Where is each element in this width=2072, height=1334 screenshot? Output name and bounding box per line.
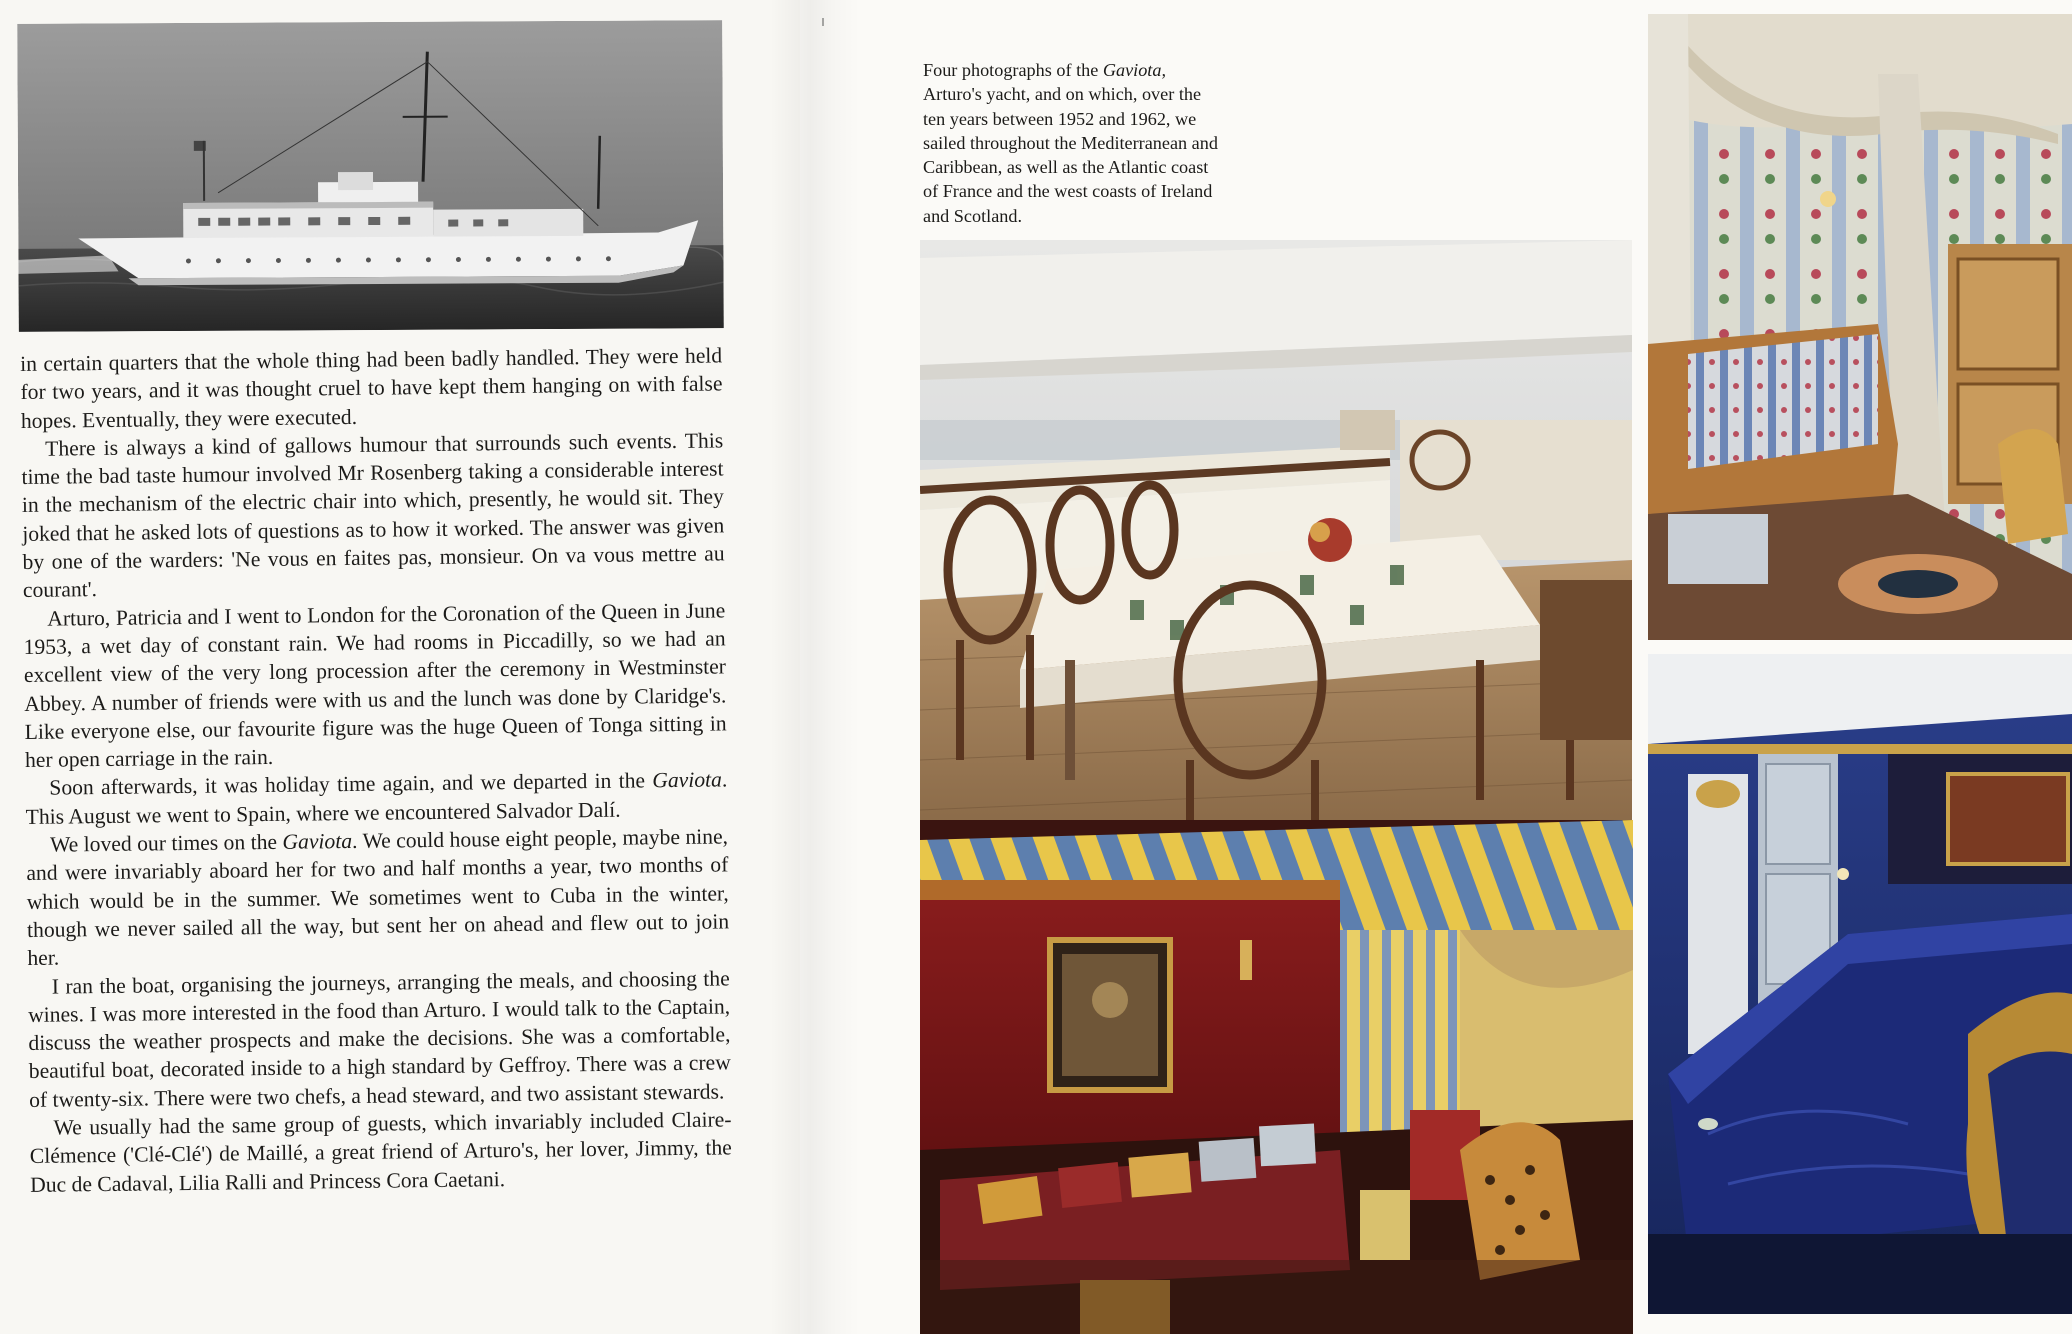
cabin-bedroom-photo: [1648, 14, 2072, 640]
caption-text: and Scotland.: [923, 205, 1023, 226]
text-run: Soon afterwards, it was holiday time again, and we departed in the: [49, 768, 653, 801]
italic-run: Gaviota: [282, 829, 353, 854]
blue-cabin-photo: [1648, 654, 2072, 1314]
caption-text: ten years between 1952 and 1962, we: [923, 108, 1197, 129]
caption-line: [923, 204, 1293, 228]
text-run: I ran the boat, organising the journeys, arranging the meals, and choosing the wines. I was more interested in the food than Arturo. I would talk to the Captain, discuss the weather prospects and make the decisions. She was a comfortable, beautiful boat, decorated inside to a high standard by Geffroy. There was a crew of twenty-six. There were two chefs, a head steward, and two assistant stewards.: [27, 965, 731, 1112]
print-mark: [822, 18, 824, 26]
caption-line: [923, 58, 1293, 82]
text-run: We usually had the same group of guests, which invariably included Claire-Clémence ('Clé-Clé') de Maillé, a great friend of Arturo's, her lover, Jimmy, the Duc de Cadaval, Lilia Ralli and Princess Cora Caetani.: [29, 1107, 732, 1197]
caption-text: Caribbean, as well as the Atlantic coast: [923, 157, 1209, 178]
book-gutter: [770, 0, 860, 1334]
caption-text: of France and the west coasts of Ireland: [923, 181, 1213, 202]
italic-run: Gaviota: [652, 767, 723, 793]
caption-text: Arturo's yacht, and on which, over the: [923, 84, 1202, 105]
caption-line: [923, 82, 1293, 106]
body-paragraph: [21, 426, 725, 604]
body-text: [20, 341, 732, 1198]
body-paragraph: [26, 822, 730, 972]
tent-room-photo: [920, 820, 1633, 1334]
caption-line: [923, 107, 1293, 131]
text-run: . This August we went to Spain, where we encountered Salvador Dalí.: [25, 767, 728, 829]
text-run: in certain quarters that the whole thing had been badly handled. They were held for two years, and it was thought cruel to have kept them hanging on with false hopes. Eventually, they were executed.: [20, 343, 723, 433]
caption-line: [923, 131, 1293, 155]
caption-text: sailed throughout the Mediterranean and: [923, 132, 1218, 153]
text-run: . We could house eight people, maybe nine, and were invariably aboard her for two and half months a year, two months of which would be in the summer. We sometimes went to Cuba in the winter, though we never sailed all the way, but sent her on ahead and flew out to join her.: [26, 824, 730, 971]
caption-italic: Gaviota,: [1102, 60, 1166, 80]
text-run: Arturo, Patricia and I went to London for the Coronation of the Queen in June 1953, a wet day of constant rain. We had rooms in Piccadilly, so we had an excellent view of the very long procession after the ceremony in Westminster Abbey. A number of friends were with us and the lunch was done by Claridge's. Like everyone else, our favourite figure was the huge Queen of Tonga sitting in her open carriage in the rain.: [23, 598, 727, 773]
photo-caption: [923, 58, 1293, 228]
caption-line: [923, 155, 1293, 179]
body-paragraph: [25, 766, 728, 831]
text-run: We loved our times on the: [49, 829, 283, 857]
body-paragraph: [29, 1105, 732, 1198]
body-paragraph: [23, 596, 727, 774]
text-run: There is always a kind of gallows humour that surrounds such events. This time the bad taste humour involved Mr Rosenberg taking a considerable interest in the mechanism of the electric chair into which, presently, he would sit. They joked that he asked lots of questions as to how it worked. The answer was given by one of the warders: 'Ne vous en faites pas, monsieur. On va vous mettre au courant'.: [21, 428, 725, 603]
body-paragraph: [20, 341, 723, 434]
caption-text: Four photographs of the: [923, 60, 1103, 80]
yacht-photo: [17, 20, 724, 332]
body-paragraph: [28, 964, 732, 1114]
caption-line: [923, 179, 1293, 203]
deck-dining-photo: [920, 240, 1632, 830]
